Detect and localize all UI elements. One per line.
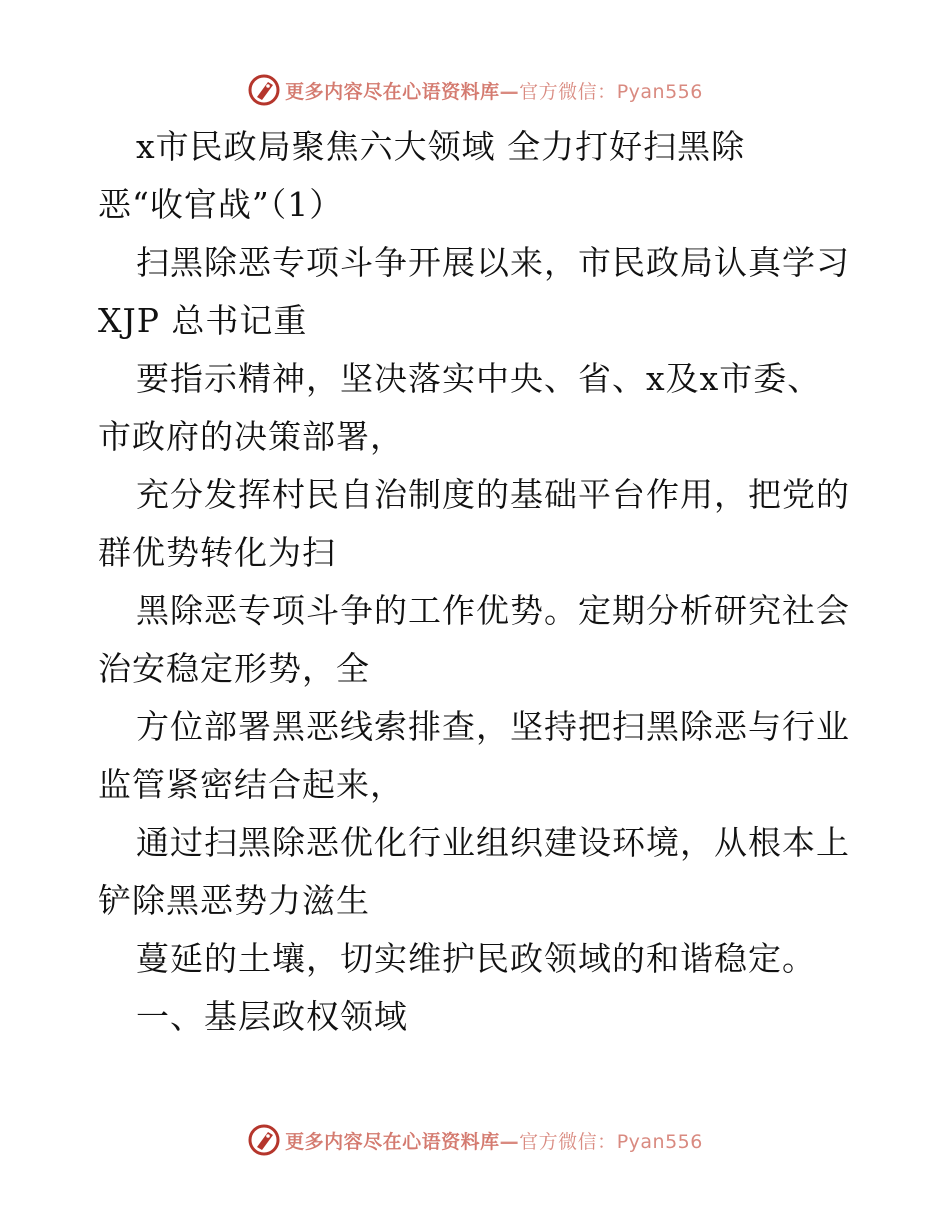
watermark-wechat-label: 官方微信： — [519, 1130, 617, 1153]
doc-line: x市民政局聚焦六大领域 全力打好扫黑除 — [136, 127, 746, 166]
doc-line: 铲除黑恶势力滋生 — [98, 881, 370, 920]
doc-line: 蔓延的土壤，切实维护民政领域的和谐稳定。 — [136, 939, 816, 978]
pen-nib-logo-icon — [247, 73, 281, 107]
watermark-brand: 更多内容尽在心语资料库 — [285, 80, 500, 103]
watermark-wechat-label: 官方微信： — [519, 80, 617, 103]
doc-line: 黑除恶专项斗争的工作优势。定期分析研究社会 — [136, 591, 850, 630]
doc-line: 监管紧密结合起来， — [98, 765, 404, 804]
watermark-separator: — — [499, 1130, 520, 1153]
watermark-text — [285, 1127, 703, 1154]
footer-watermark — [0, 1120, 950, 1160]
watermark-separator: — — [499, 80, 520, 103]
doc-line: 扫黑除恶专项斗争开展以来，市民政局认真学习 — [136, 243, 850, 282]
doc-line: 要指示精神，坚决落实中央、省、x及x市委、 — [136, 359, 822, 398]
pen-nib-logo-icon — [247, 1123, 281, 1157]
doc-line: 方位部署黑恶线索排查，坚持把扫黑除恶与行业 — [136, 707, 850, 746]
doc-line: XJP 总书记重 — [98, 301, 308, 340]
watermark-text — [285, 77, 703, 104]
header-watermark — [0, 70, 950, 110]
watermark-brand: 更多内容尽在心语资料库 — [285, 1130, 500, 1153]
document-body — [98, 118, 858, 1046]
watermark-wechat-id: Pyan556 — [616, 1130, 703, 1153]
doc-line: 恶“收官战”（1） — [98, 185, 344, 224]
doc-line: 通过扫黑除恶优化行业组织建设环境，从根本上 — [136, 823, 850, 862]
watermark-wechat-id: Pyan556 — [616, 80, 703, 103]
doc-line: 一、基层政权领域 — [136, 997, 408, 1036]
doc-line: 充分发挥村民自治制度的基础平台作用，把党的 — [136, 475, 850, 514]
doc-line: 市政府的决策部署， — [98, 417, 404, 456]
doc-line: 治安稳定形势，全 — [98, 649, 370, 688]
doc-line: 群优势转化为扫 — [98, 533, 336, 572]
